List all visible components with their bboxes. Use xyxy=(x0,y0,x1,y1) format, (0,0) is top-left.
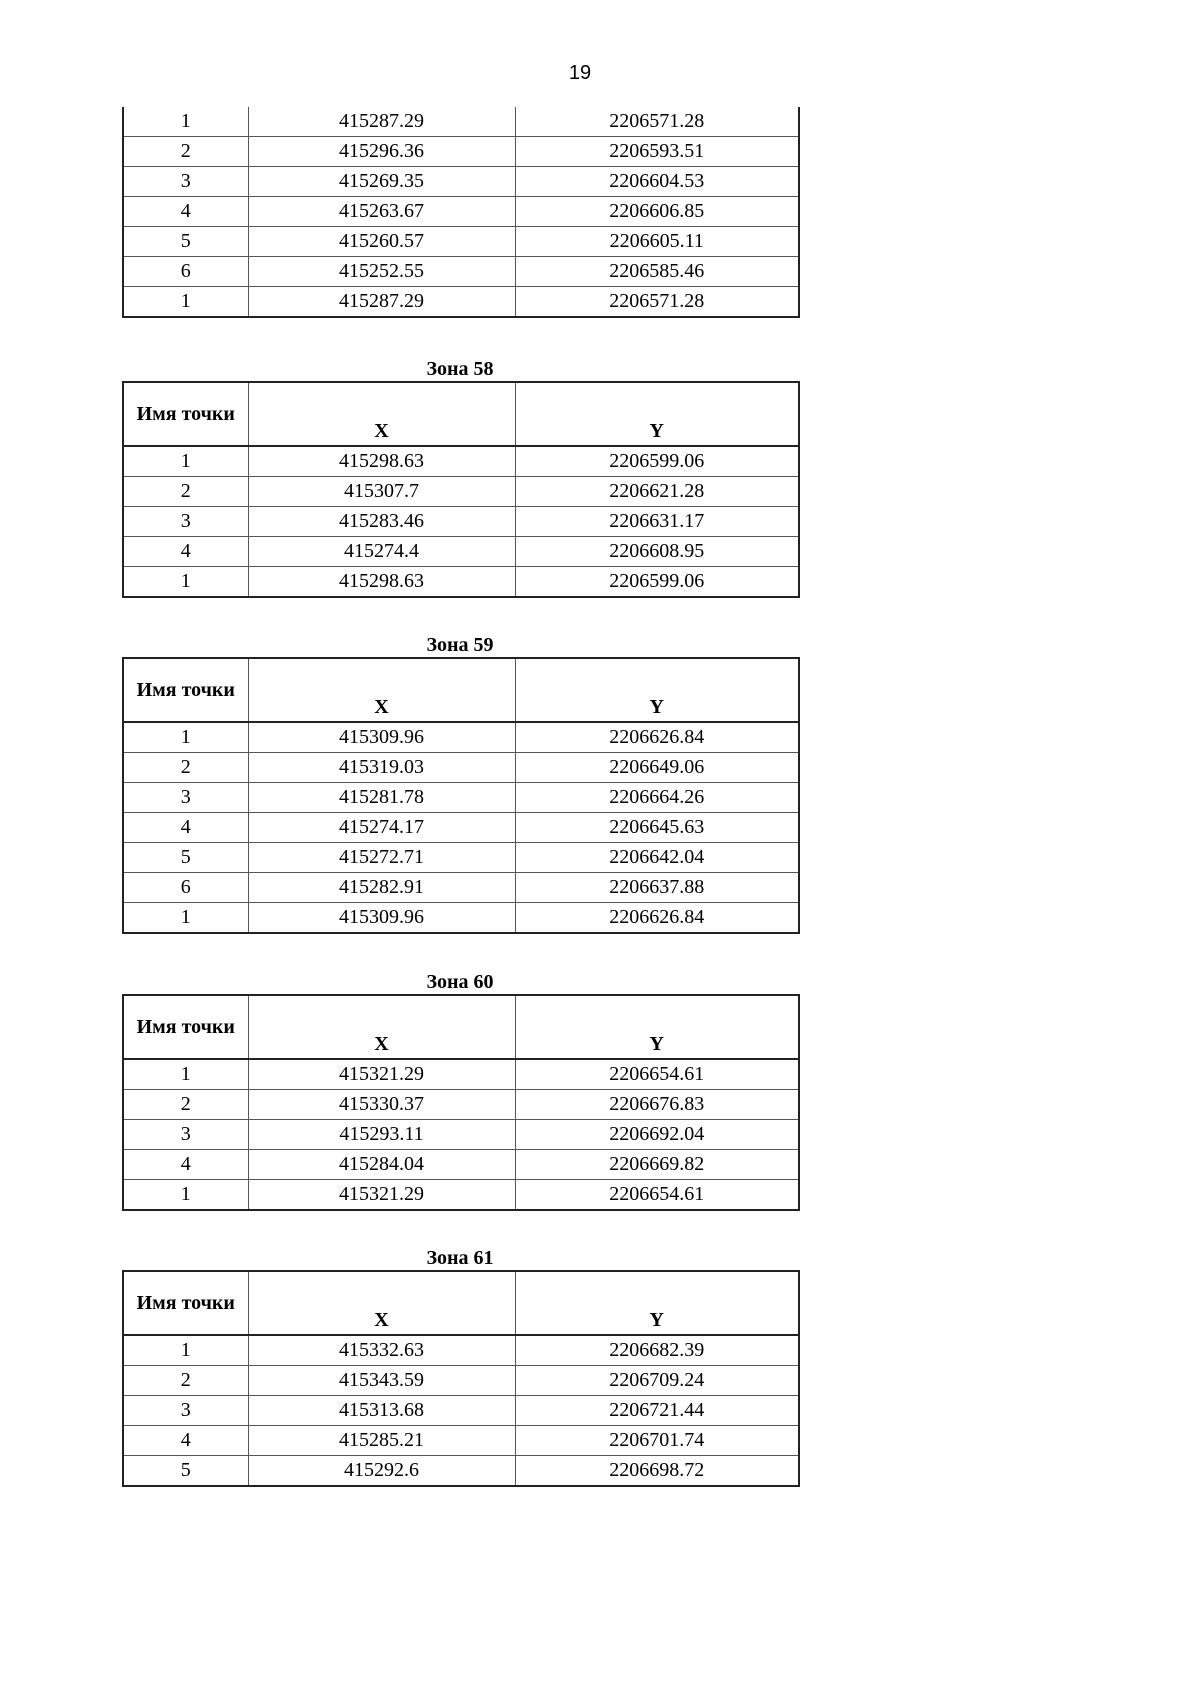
point-name-cell: 5 xyxy=(123,227,248,257)
point-name-cell: 3 xyxy=(123,507,248,537)
x-cell: 415298.63 xyxy=(248,567,515,598)
x-cell: 415284.04 xyxy=(248,1150,515,1180)
x-cell: 415293.11 xyxy=(248,1120,515,1150)
x-cell: 415274.4 xyxy=(248,537,515,567)
header-x: X xyxy=(248,658,515,722)
x-cell: 415287.29 xyxy=(248,287,515,318)
x-cell: 415269.35 xyxy=(248,167,515,197)
table-row xyxy=(123,873,799,903)
y-cell: 2206606.85 xyxy=(515,197,799,227)
point-name-cell: 2 xyxy=(123,1090,248,1120)
y-cell: 2206593.51 xyxy=(515,137,799,167)
continuation-block xyxy=(122,107,798,318)
table-row xyxy=(123,1426,799,1456)
zone-block xyxy=(122,633,798,934)
y-cell: 2206645.63 xyxy=(515,813,799,843)
x-cell: 415319.03 xyxy=(248,753,515,783)
x-cell: 415285.21 xyxy=(248,1426,515,1456)
y-cell: 2206692.04 xyxy=(515,1120,799,1150)
y-cell: 2206701.74 xyxy=(515,1426,799,1456)
point-name-cell: 4 xyxy=(123,1426,248,1456)
point-name-cell: 2 xyxy=(123,477,248,507)
y-cell: 2206637.88 xyxy=(515,873,799,903)
zone-block xyxy=(122,1246,798,1487)
table-row xyxy=(123,1180,799,1211)
point-name-cell: 2 xyxy=(123,753,248,783)
table-row xyxy=(123,287,799,318)
y-cell: 2206571.28 xyxy=(515,287,799,318)
point-name-cell: 5 xyxy=(123,843,248,873)
table-row xyxy=(123,783,799,813)
table-body xyxy=(123,446,799,597)
x-cell: 415287.29 xyxy=(248,107,515,137)
point-name-cell: 1 xyxy=(123,567,248,598)
point-name-cell: 6 xyxy=(123,257,248,287)
table-body xyxy=(123,1335,799,1486)
x-cell: 415260.57 xyxy=(248,227,515,257)
y-cell: 2206631.17 xyxy=(515,507,799,537)
x-cell: 415272.71 xyxy=(248,843,515,873)
x-cell: 415282.91 xyxy=(248,873,515,903)
x-cell: 415332.63 xyxy=(248,1335,515,1366)
table-row xyxy=(123,1335,799,1366)
table-row xyxy=(123,197,799,227)
point-name-cell: 1 xyxy=(123,107,248,137)
coordinates-table xyxy=(122,657,800,934)
point-name-cell: 3 xyxy=(123,167,248,197)
header-point-name: Имя точки xyxy=(123,995,248,1059)
y-cell: 2206621.28 xyxy=(515,477,799,507)
table-row xyxy=(123,1396,799,1426)
y-cell: 2206599.06 xyxy=(515,567,799,598)
point-name-cell: 1 xyxy=(123,1335,248,1366)
x-cell: 415274.17 xyxy=(248,813,515,843)
table-row xyxy=(123,167,799,197)
point-name-cell: 1 xyxy=(123,287,248,318)
zone-title: Зона 58 xyxy=(426,358,494,380)
header-y: Y xyxy=(515,382,799,446)
header-x: X xyxy=(248,995,515,1059)
y-cell: 2206608.95 xyxy=(515,537,799,567)
header-point-name: Имя точки xyxy=(123,1271,248,1335)
header-point-name: Имя точки xyxy=(123,658,248,722)
zone-title: Зона 61 xyxy=(426,1247,494,1269)
point-name-cell: 1 xyxy=(123,903,248,934)
y-cell: 2206585.46 xyxy=(515,257,799,287)
x-cell: 415263.67 xyxy=(248,197,515,227)
point-name-cell: 2 xyxy=(123,137,248,167)
zone-title: Зона 60 xyxy=(426,971,494,993)
table-body xyxy=(123,1059,799,1210)
table-row xyxy=(123,1120,799,1150)
y-cell: 2206599.06 xyxy=(515,446,799,477)
table-row xyxy=(123,1366,799,1396)
x-cell: 415283.46 xyxy=(248,507,515,537)
header-x: X xyxy=(248,382,515,446)
y-cell: 2206721.44 xyxy=(515,1396,799,1426)
y-cell: 2206698.72 xyxy=(515,1456,799,1487)
x-cell: 415321.29 xyxy=(248,1180,515,1211)
point-name-cell: 3 xyxy=(123,1120,248,1150)
y-cell: 2206676.83 xyxy=(515,1090,799,1120)
table-row xyxy=(123,1456,799,1487)
header-y: Y xyxy=(515,658,799,722)
y-cell: 2206571.28 xyxy=(515,107,799,137)
x-cell: 415309.96 xyxy=(248,903,515,934)
table-row xyxy=(123,813,799,843)
x-cell: 415298.63 xyxy=(248,446,515,477)
table-row xyxy=(123,843,799,873)
zone-block xyxy=(122,357,798,598)
header-row xyxy=(123,382,799,446)
table-row xyxy=(123,537,799,567)
table-row xyxy=(123,753,799,783)
table-row xyxy=(123,227,799,257)
table-row xyxy=(123,137,799,167)
table-row xyxy=(123,567,799,598)
x-cell: 415281.78 xyxy=(248,783,515,813)
point-name-cell: 3 xyxy=(123,783,248,813)
header-point-name: Имя точки xyxy=(123,382,248,446)
point-name-cell: 4 xyxy=(123,537,248,567)
header-row xyxy=(123,658,799,722)
coordinates-table-continuation xyxy=(122,107,800,318)
x-cell: 415330.37 xyxy=(248,1090,515,1120)
table-body xyxy=(123,107,799,317)
x-cell: 415292.6 xyxy=(248,1456,515,1487)
point-name-cell: 1 xyxy=(123,446,248,477)
y-cell: 2206604.53 xyxy=(515,167,799,197)
y-cell: 2206669.82 xyxy=(515,1150,799,1180)
x-cell: 415309.96 xyxy=(248,722,515,753)
y-cell: 2206654.61 xyxy=(515,1180,799,1211)
y-cell: 2206682.39 xyxy=(515,1335,799,1366)
table-row xyxy=(123,507,799,537)
table-row xyxy=(123,903,799,934)
y-cell: 2206626.84 xyxy=(515,903,799,934)
table-row xyxy=(123,257,799,287)
table-row xyxy=(123,107,799,137)
x-cell: 415307.7 xyxy=(248,477,515,507)
y-cell: 2206626.84 xyxy=(515,722,799,753)
y-cell: 2206664.26 xyxy=(515,783,799,813)
header-row xyxy=(123,995,799,1059)
point-name-cell: 1 xyxy=(123,1059,248,1090)
table-row xyxy=(123,1150,799,1180)
point-name-cell: 5 xyxy=(123,1456,248,1487)
header-y: Y xyxy=(515,995,799,1059)
x-cell: 415252.55 xyxy=(248,257,515,287)
y-cell: 2206649.06 xyxy=(515,753,799,783)
page-number: 19 xyxy=(568,62,592,84)
table-row xyxy=(123,722,799,753)
x-cell: 415321.29 xyxy=(248,1059,515,1090)
table-row xyxy=(123,446,799,477)
point-name-cell: 4 xyxy=(123,813,248,843)
header-y: Y xyxy=(515,1271,799,1335)
point-name-cell: 6 xyxy=(123,873,248,903)
table-body xyxy=(123,722,799,933)
y-cell: 2206654.61 xyxy=(515,1059,799,1090)
point-name-cell: 3 xyxy=(123,1396,248,1426)
zone-title: Зона 59 xyxy=(426,634,494,656)
point-name-cell: 1 xyxy=(123,1180,248,1211)
y-cell: 2206709.24 xyxy=(515,1366,799,1396)
point-name-cell: 2 xyxy=(123,1366,248,1396)
zone-block xyxy=(122,970,798,1211)
table-row xyxy=(123,1090,799,1120)
coordinates-table xyxy=(122,1270,800,1487)
y-cell: 2206605.11 xyxy=(515,227,799,257)
header-row xyxy=(123,1271,799,1335)
y-cell: 2206642.04 xyxy=(515,843,799,873)
point-name-cell: 1 xyxy=(123,722,248,753)
coordinates-table xyxy=(122,381,800,598)
point-name-cell: 4 xyxy=(123,197,248,227)
header-x: X xyxy=(248,1271,515,1335)
x-cell: 415343.59 xyxy=(248,1366,515,1396)
table-row xyxy=(123,1059,799,1090)
x-cell: 415313.68 xyxy=(248,1396,515,1426)
point-name-cell: 4 xyxy=(123,1150,248,1180)
table-row xyxy=(123,477,799,507)
x-cell: 415296.36 xyxy=(248,137,515,167)
coordinates-table xyxy=(122,994,800,1211)
